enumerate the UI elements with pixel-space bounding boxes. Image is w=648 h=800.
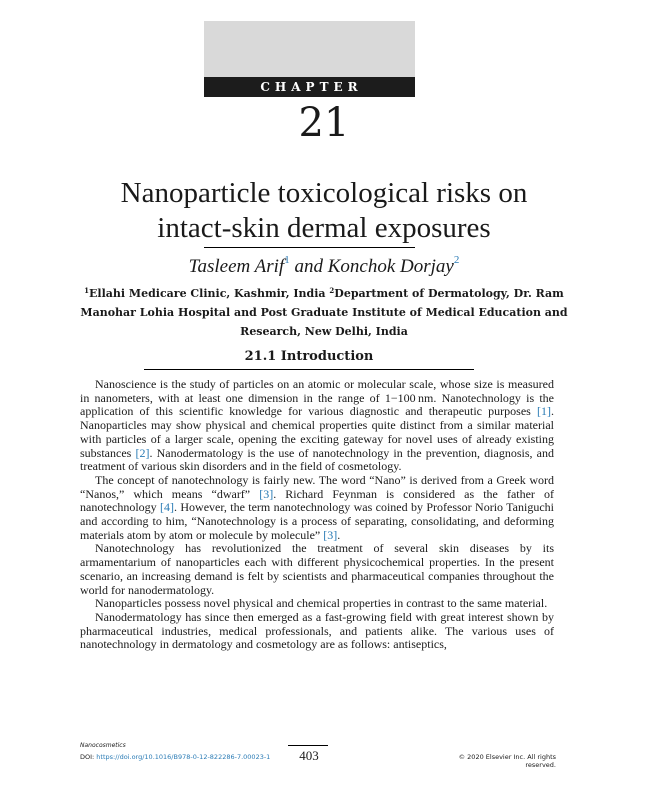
affil-1-marker: 1 [84,286,90,295]
paragraph-2 [80,474,554,543]
chapter-label: CHAPTER [204,77,415,97]
citation-link[interactable]: [1] [537,404,551,419]
copyright: © 2020 Elsevier Inc. All rights reserved. [458,753,556,769]
affiliation-2: Department of Dermatology, Dr. Ram Manohar Lohia Hospital and Post Graduate Institute of Medical Education and Research, New Delhi, India [80,287,568,338]
citation-link[interactable]: [3] [323,527,338,542]
title-line-2: intact-skin dermal exposures [157,212,491,244]
text-run: . Richard Feynman is considered as the father of nanotechnology [80,486,554,515]
chapter-title [0,176,648,246]
authors [0,256,648,278]
citation-link[interactable]: [3] [259,486,274,501]
author-1-affil-link[interactable]: 1 [284,254,290,266]
citation-link[interactable]: [4] [160,500,175,515]
body-text [80,378,554,652]
footer-journal: Nanocosmetics [80,742,126,749]
chapter-number: 21 [298,100,350,146]
text-run: Nanoscience is the study of particles on an atomic or molecular scale, whose size is measured in nanometers, with at least one dimension in the range of 1−100 nm. Nanotechnology is the application of this scientific knowledge for various diagnostic and therapeutic purposes [80,377,554,419]
doi-label: DOI: [80,753,97,761]
affil-2-marker: 2 [329,286,335,295]
text-run: . Nanodermatology is the use of nanotechnology in the prevention, diagnosis, and treatment of various skin disorders and in the field of cosmetology. [80,445,554,474]
affiliation-1: Ellahi Medicare Clinic, Kashmir, India [89,287,326,300]
text-run: The concept of nanotechnology is fairly new. The word “Nano” is derived from a Greek word “Nanos,” which means “dwarf” [80,472,554,501]
page-number: 403 [299,748,319,763]
section-heading: 21.1 Introduction [144,349,474,370]
paragraph-3: Nanotechnology has revolutionized the treatment of several skin diseases by its armamentarium of nanoparticles each with different physicochemical properties. In the present scenario, an increasing demand is felt by scientists and pharmaceutical companies throughout the world for nanodermatology. [80,541,554,597]
authors-and: and [294,256,323,277]
page-number-rule [288,745,328,746]
doi-link[interactable]: https://doi.org/10.1016/B978-0-12-822286-7.00023-1 [96,753,271,761]
paragraph-4: Nanoparticles possess novel physical and chemical properties in contrast to the same material. [95,596,548,611]
text-run: . However, the term nanotechnology was coined by Professor Norio Taniguchi and according to him, “Nanotechnology is a process of separating, consolidating, and deforming materials atom by atom or molecule by molecule” [80,500,554,542]
author-1: Tasleem Arif [188,256,285,277]
paragraph-5: Nanodermatology has since then emerged as a fast-growing field with great interest shown by pharmaceutical industries, medical professionals, and patients alike. The various uses of nanotechnology in dermatology and cosmetology are as follows: antiseptics, [80,609,554,652]
text-run: . Nanoparticles may show physical and chemical properties quite distinct from a similar material with particles of a larger scale, opening the exciting gateway for novel uses of already existing substances [80,404,554,460]
author-2-affil-link[interactable]: 2 [453,254,460,266]
title-rule [204,247,415,248]
paragraph-1 [80,378,554,474]
title-line-1: Nanoparticle toxicological risks on [120,177,528,209]
affiliations [60,284,588,341]
text-run: . [337,527,341,542]
chapter-block [204,21,415,97]
citation-link[interactable]: [2] [135,445,150,460]
author-2: Konchok Dorjay [327,256,454,277]
footer-doi [80,753,270,761]
